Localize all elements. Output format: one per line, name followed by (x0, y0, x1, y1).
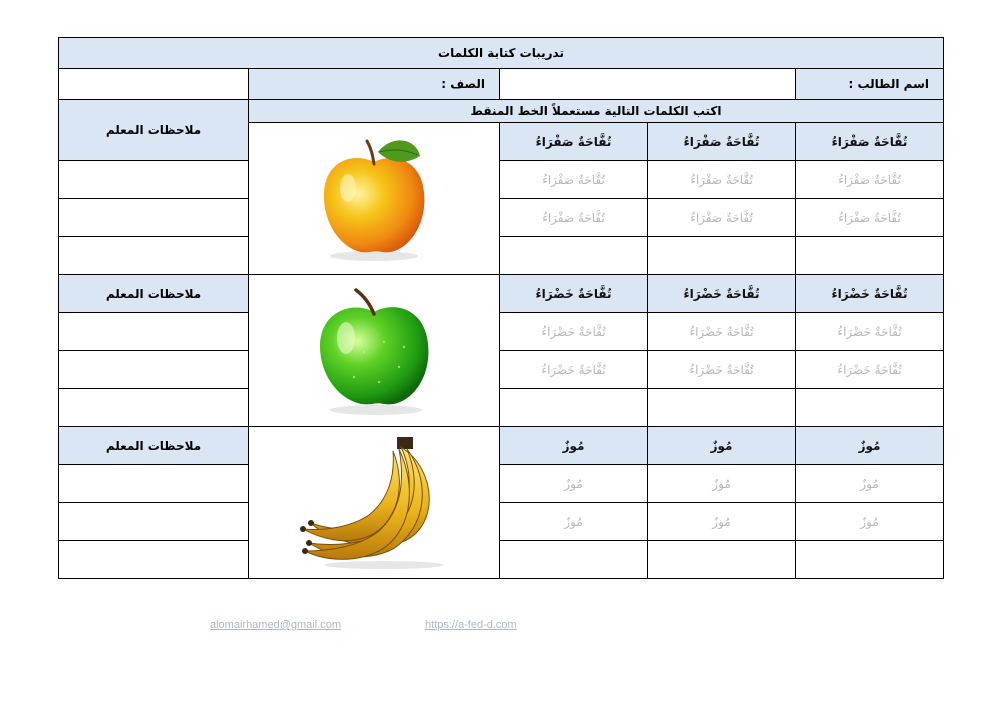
word-heading: تُفَّاحَةٌ صَفْرَاءُ (796, 123, 944, 161)
trace-word: مُوزٌ (648, 503, 796, 541)
writing-cell[interactable] (500, 389, 648, 427)
writing-cell[interactable] (648, 237, 796, 275)
teacher-note-cell[interactable] (59, 161, 249, 199)
teacher-notes-label: ملاحظات المعلم (59, 100, 249, 161)
teacher-notes-label: ملاحظات المعلم (59, 427, 249, 465)
banana-image (249, 427, 500, 579)
class-label: الصف : (249, 69, 500, 100)
trace-word: مُوزٌ (796, 465, 944, 503)
teacher-note-cell[interactable] (59, 465, 249, 503)
teacher-note-cell[interactable] (59, 351, 249, 389)
green-apple-image (249, 275, 500, 427)
teacher-note-cell[interactable] (59, 541, 249, 579)
writing-cell[interactable] (500, 541, 648, 579)
trace-word: تُفَّاحَةٌ صَفْرَاءُ (500, 161, 648, 199)
trace-word: تُفَّاحَةٌ خَضْرَاءُ (796, 351, 944, 389)
trace-word: تُفَّاحَةٌ خَضْرَاءُ (796, 313, 944, 351)
word-heading: تُفَّاحَةٌ خَضْرَاءُ (500, 275, 648, 313)
worksheet-table (58, 37, 944, 579)
student-name-label: اسم الطالب : (796, 69, 944, 100)
teacher-note-cell[interactable] (59, 389, 249, 427)
teacher-notes-label: ملاحظات المعلم (59, 275, 249, 313)
banana-bunch-icon (289, 431, 459, 571)
worksheet (58, 37, 943, 583)
footer-email-link[interactable]: alomairhamed@gmail.com (210, 619, 341, 631)
teacher-note-cell[interactable] (59, 199, 249, 237)
trace-word: تُفَّاحَةٌ صَفْرَاءُ (648, 161, 796, 199)
trace-word: مُوزٌ (500, 503, 648, 541)
teacher-note-cell[interactable] (59, 237, 249, 275)
word-heading: تُفَّاحَةٌ صَفْرَاءُ (648, 123, 796, 161)
teacher-note-cell[interactable] (59, 313, 249, 351)
trace-word: مُوزٌ (796, 503, 944, 541)
word-heading: تُفَّاحَةٌ خَضْرَاءُ (796, 275, 944, 313)
trace-word: تُفَّاحَةٌ صَفْرَاءُ (796, 161, 944, 199)
writing-cell[interactable] (648, 541, 796, 579)
trace-word: تُفَّاحَةٌ خَضْرَاءُ (648, 351, 796, 389)
writing-cell[interactable] (796, 237, 944, 275)
trace-word: تُفَّاحَةٌ خَضْرَاءُ (500, 351, 648, 389)
trace-word: تُفَّاحَةٌ صَفْرَاءُ (500, 199, 648, 237)
word-heading: مُوزٌ (796, 427, 944, 465)
word-heading: مُوزٌ (648, 427, 796, 465)
writing-cell[interactable] (796, 389, 944, 427)
worksheet-title: تدريبات كتابة الكلمات (59, 38, 944, 69)
word-heading: مُوزٌ (500, 427, 648, 465)
yellow-apple-icon (304, 130, 444, 265)
trace-word: مُوزٌ (648, 465, 796, 503)
trace-word: تُفَّاحَةٌ صَفْرَاءُ (796, 199, 944, 237)
student-name-field[interactable] (500, 69, 796, 100)
word-heading: تُفَّاحَةٌ خَضْرَاءُ (648, 275, 796, 313)
writing-cell[interactable] (500, 237, 648, 275)
word-heading: تُفَّاحَةٌ صَفْرَاءُ (500, 123, 648, 161)
trace-word: تُفَّاحَةٌ خَضْرَاءُ (648, 313, 796, 351)
teacher-note-cell[interactable] (59, 503, 249, 541)
class-field[interactable] (59, 69, 249, 100)
instruction: اكتب الكلمات التالية مستعملاً الخط المنقط (249, 100, 944, 123)
writing-cell[interactable] (796, 541, 944, 579)
footer-website-link[interactable]: https://a-fed-d.com (425, 619, 517, 631)
yellow-apple-image (249, 123, 500, 275)
green-apple-icon (304, 282, 444, 417)
trace-word: مُوزٌ (500, 465, 648, 503)
trace-word: تُفَّاحَةٌ خَضْرَاءُ (500, 313, 648, 351)
trace-word: تُفَّاحَةٌ صَفْرَاءُ (648, 199, 796, 237)
writing-cell[interactable] (648, 389, 796, 427)
